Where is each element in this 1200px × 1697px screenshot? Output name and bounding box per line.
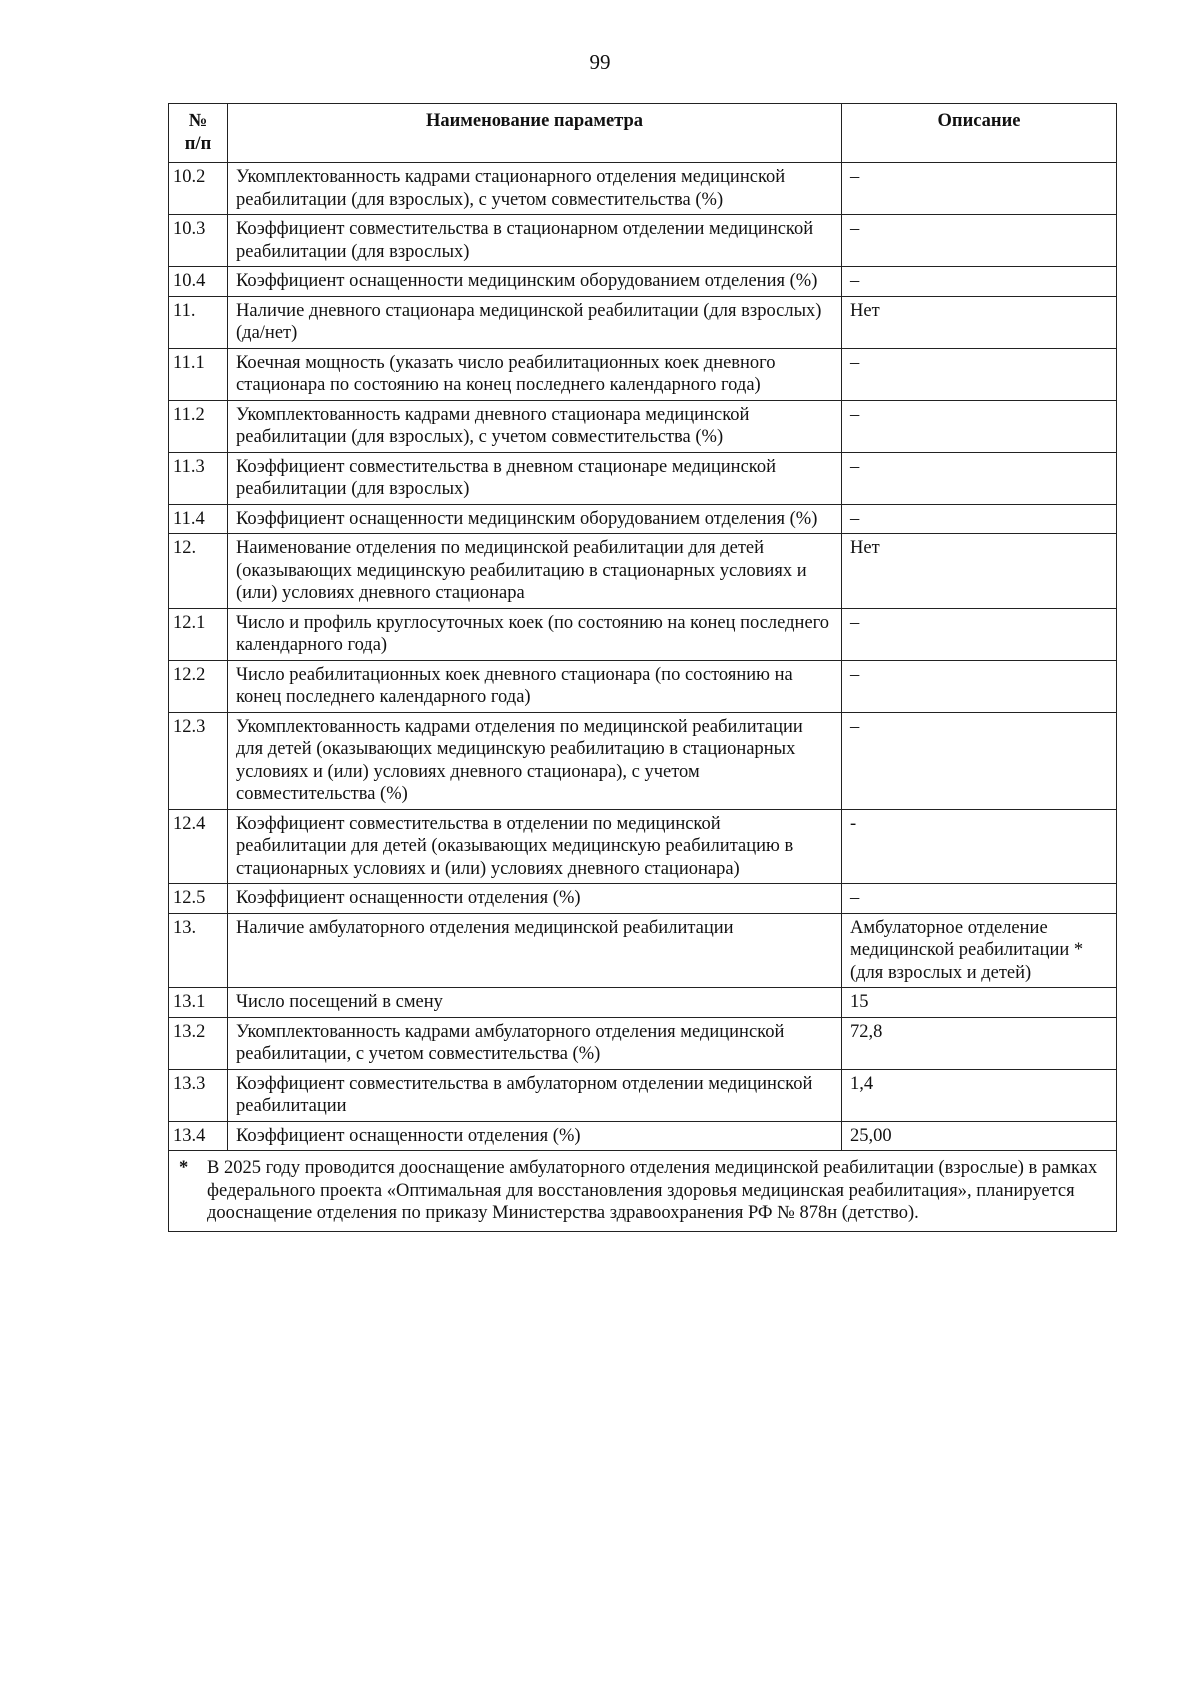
row-name: Укомплектованность кадрами амбулаторного отделения медицинской реабилитации, с учетом совместительства (%) xyxy=(228,1017,842,1069)
row-num: 12. xyxy=(169,534,228,609)
row-num: 13.4 xyxy=(169,1121,228,1151)
table-row xyxy=(169,215,1117,267)
footnote-text: В 2025 году проводится дооснащение амбулаторного отделения медицинской реабилитации (взрослые) в рамках федерального проекта «Оптимальная для восстановления здоровья медицинская реабилитация», планируется дооснащение отделения по приказу Министерства здравоохранения РФ № 878н (детство). xyxy=(207,1158,1098,1223)
row-desc: Амбулаторное отделение медицинской реабилитации * (для взрослых и детей) xyxy=(842,913,1117,988)
row-desc: – xyxy=(842,712,1117,809)
table-row xyxy=(169,348,1117,400)
footnote xyxy=(169,1151,1117,1232)
header-name: Наименование параметра xyxy=(228,104,842,163)
parameters-table xyxy=(168,103,1117,1232)
table-row xyxy=(169,400,1117,452)
row-name: Коэффициент совместительства в дневном стационаре медицинской реабилитации (для взрослых) xyxy=(228,452,842,504)
table-row xyxy=(169,296,1117,348)
row-name: Коэффициент оснащенности медицинским оборудованием отделения (%) xyxy=(228,504,842,534)
row-name: Коэффициент оснащенности отделения (%) xyxy=(228,1121,842,1151)
row-desc: – xyxy=(842,163,1117,215)
row-num: 11.1 xyxy=(169,348,228,400)
row-desc: – xyxy=(842,267,1117,297)
row-num: 11.3 xyxy=(169,452,228,504)
row-num: 11.4 xyxy=(169,504,228,534)
table-row xyxy=(169,163,1117,215)
table-row xyxy=(169,712,1117,809)
table-row xyxy=(169,452,1117,504)
row-num: 12.3 xyxy=(169,712,228,809)
row-num: 12.4 xyxy=(169,809,228,884)
row-num: 13. xyxy=(169,913,228,988)
row-name: Наличие амбулаторного отделения медицинской реабилитации xyxy=(228,913,842,988)
row-name: Число реабилитационных коек дневного стационара (по состоянию на конец последнего календарного года) xyxy=(228,660,842,712)
table-row xyxy=(169,809,1117,884)
table-row xyxy=(169,504,1117,534)
row-num: 13.3 xyxy=(169,1069,228,1121)
row-name: Коэффициент оснащенности медицинским оборудованием отделения (%) xyxy=(228,267,842,297)
row-name: Коэффициент совместительства в амбулаторном отделении медицинской реабилитации xyxy=(228,1069,842,1121)
row-desc: Нет xyxy=(842,296,1117,348)
row-desc: – xyxy=(842,660,1117,712)
header-desc: Описание xyxy=(842,104,1117,163)
footnote-row xyxy=(169,1151,1117,1232)
table-row xyxy=(169,1069,1117,1121)
row-num: 12.5 xyxy=(169,884,228,914)
row-desc: 1,4 xyxy=(842,1069,1117,1121)
row-num: 11.2 xyxy=(169,400,228,452)
header-num: № п/п xyxy=(169,104,228,163)
row-name: Число посещений в смену xyxy=(228,988,842,1018)
row-name: Число и профиль круглосуточных коек (по состоянию на конец последнего календарного года) xyxy=(228,608,842,660)
row-desc: – xyxy=(842,452,1117,504)
table-header-row xyxy=(169,104,1117,163)
table-row xyxy=(169,608,1117,660)
row-desc: 15 xyxy=(842,988,1117,1018)
row-desc: – xyxy=(842,504,1117,534)
page-number: 99 xyxy=(589,50,611,74)
row-desc: – xyxy=(842,608,1117,660)
row-name: Коэффициент совместительства в отделении по медицинской реабилитации для детей (оказывающих медицинскую реабилитацию в стационарных условиях и (или) условиях дневного стационара) xyxy=(228,809,842,884)
row-desc: – xyxy=(842,400,1117,452)
row-num: 10.4 xyxy=(169,267,228,297)
row-name: Укомплектованность кадрами дневного стационара медицинской реабилитации (для взрослых), с учетом совместительства (%) xyxy=(228,400,842,452)
row-num: 13.1 xyxy=(169,988,228,1018)
row-num: 12.1 xyxy=(169,608,228,660)
table-row xyxy=(169,1017,1117,1069)
table-row xyxy=(169,913,1117,988)
row-desc: – xyxy=(842,348,1117,400)
row-name: Укомплектованность кадрами стационарного отделения медицинской реабилитации (для взрослых), с учетом совместительства (%) xyxy=(228,163,842,215)
row-desc: - xyxy=(842,809,1117,884)
row-name: Укомплектованность кадрами отделения по медицинской реабилитации для детей (оказывающих медицинскую реабилитацию в стационарных условиях и (или) условиях дневного стационара), с учетом совместительства (%) xyxy=(228,712,842,809)
row-num: 12.2 xyxy=(169,660,228,712)
row-name: Коечная мощность (указать число реабилитационных коек дневного стационара по состоянию на конец последнего календарного года) xyxy=(228,348,842,400)
row-name: Наименование отделения по медицинской реабилитации для детей (оказывающих медицинскую реабилитацию в стационарных условиях и (или) условиях дневного стационара xyxy=(228,534,842,609)
row-desc: – xyxy=(842,884,1117,914)
row-num: 11. xyxy=(169,296,228,348)
row-name: Коэффициент оснащенности отделения (%) xyxy=(228,884,842,914)
footnote-marker: * xyxy=(179,1158,189,1178)
row-num: 13.2 xyxy=(169,1017,228,1069)
row-desc: – xyxy=(842,215,1117,267)
table-row xyxy=(169,988,1117,1018)
table-row xyxy=(169,267,1117,297)
row-name: Наличие дневного стационара медицинской реабилитации (для взрослых) (да/нет) xyxy=(228,296,842,348)
table-body xyxy=(169,163,1117,1232)
row-desc: 25,00 xyxy=(842,1121,1117,1151)
table-row xyxy=(169,534,1117,609)
row-num: 10.2 xyxy=(169,163,228,215)
table-row xyxy=(169,1121,1117,1151)
row-desc: 72,8 xyxy=(842,1017,1117,1069)
row-desc: Нет xyxy=(842,534,1117,609)
row-name: Коэффициент совместительства в стационарном отделении медицинской реабилитации (для взрослых) xyxy=(228,215,842,267)
table-row xyxy=(169,660,1117,712)
row-num: 10.3 xyxy=(169,215,228,267)
table-row xyxy=(169,884,1117,914)
